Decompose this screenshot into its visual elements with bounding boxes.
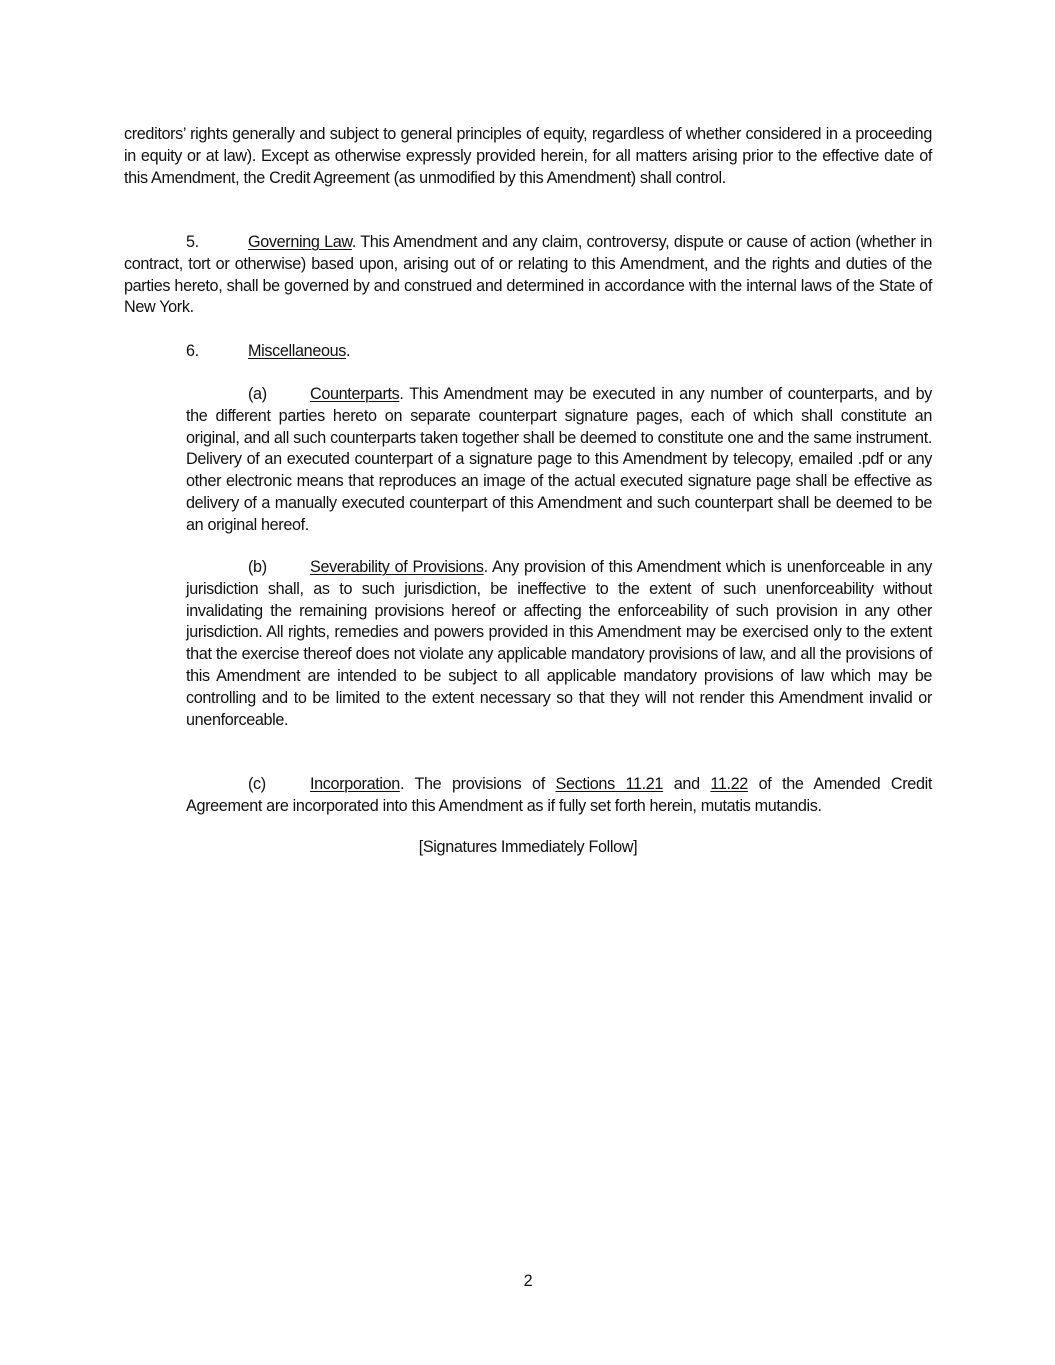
continuation-paragraph: creditors’ rights generally and subject to general principles of equity, regardless of whether considered in a proceeding in equity or at law). Except as otherwise expressly provided herein, for all matters arising prior to the effective date of this Amendment, the Credit Agreement (as unmodified by this Amendment) shall control. xyxy=(124,125,932,187)
subsection-b-heading: Severability of Provisions xyxy=(310,558,484,576)
subsection-a-body: . This Amendment may be executed in any number of counterparts, and by the different parties hereto on separate counterpart signature pages, each of which shall constitute an original, and all such counterparts taken together shall be deemed to constitute one and the same instrument. Delivery of an executed counterpart of a signature page to this Amendment by telecopy, emailed .pdf or any other electronic means that reproduces an image of the actual executed signature page shall be effective as delivery of a manually executed counterpart of this Amendment and such counterpart shall be deemed to be an original hereof. xyxy=(186,385,932,534)
section-6-number: 6. xyxy=(186,342,199,360)
subsection-a-paragraph xyxy=(186,384,932,537)
section-5-number: 5. xyxy=(186,233,199,251)
subsection-a-label: (a) xyxy=(248,385,267,403)
subsection-b-body: . Any provision of this Amendment which is unenforceable in any jurisdiction shall, as to such jurisdiction, be ineffective to the extent of such unenforceability without invalidating the remaining provisions hereof or affecting the enforceability of such provision in any other jurisdiction. All rights, remedies and powers provided in this Amendment may be exercised only to the extent that the exercise thereof does not violate any applicable mandatory provisions of law, and all the provisions of this Amendment are intended to be subject to all applicable mandatory provisions of law which may be controlling and to be limited to the extent necessary so that they will not render this Amendment invalid or unenforceable. xyxy=(186,558,932,729)
section-6-trail: . xyxy=(346,342,351,360)
subsection-c-label: (c) xyxy=(248,775,266,793)
subsection-b-paragraph xyxy=(186,557,932,731)
page-number: 2 xyxy=(523,1272,533,1290)
subsection-c-body-2: and xyxy=(663,775,711,793)
section-6-paragraph xyxy=(186,341,932,363)
section-5-body: . This Amendment and any claim, controversy, dispute or cause of action (whether in contract, tort or otherwise) based upon, arising out of or relating to this Amendment, and the rights and duties of the parties hereto, shall be governed by and construed and determined in accordance with the internal laws of the State of New York. xyxy=(124,233,932,317)
subsection-c-reference-section: 11.22 xyxy=(710,775,748,793)
section-5-paragraph xyxy=(124,232,932,319)
subsection-b-label: (b) xyxy=(248,558,267,576)
subsection-c-body-1: . The provisions of xyxy=(399,775,556,793)
subsection-c-reference-sections: Sections 11.21 xyxy=(555,775,664,793)
section-6-heading: Miscellaneous xyxy=(248,342,347,360)
subsection-a-heading: Counterparts xyxy=(310,385,400,403)
signatures-follow-note: [Signatures Immediately Follow] xyxy=(418,838,638,856)
subsection-c-heading: Incorporation xyxy=(310,775,400,793)
section-5-heading: Governing Law xyxy=(248,233,352,251)
subsection-c-paragraph xyxy=(186,774,932,818)
subsection-c-body-3: of the Amended Credit Agreement are incorporated into this Amendment as if fully set forth herein, mutatis mutandis. xyxy=(186,775,932,815)
